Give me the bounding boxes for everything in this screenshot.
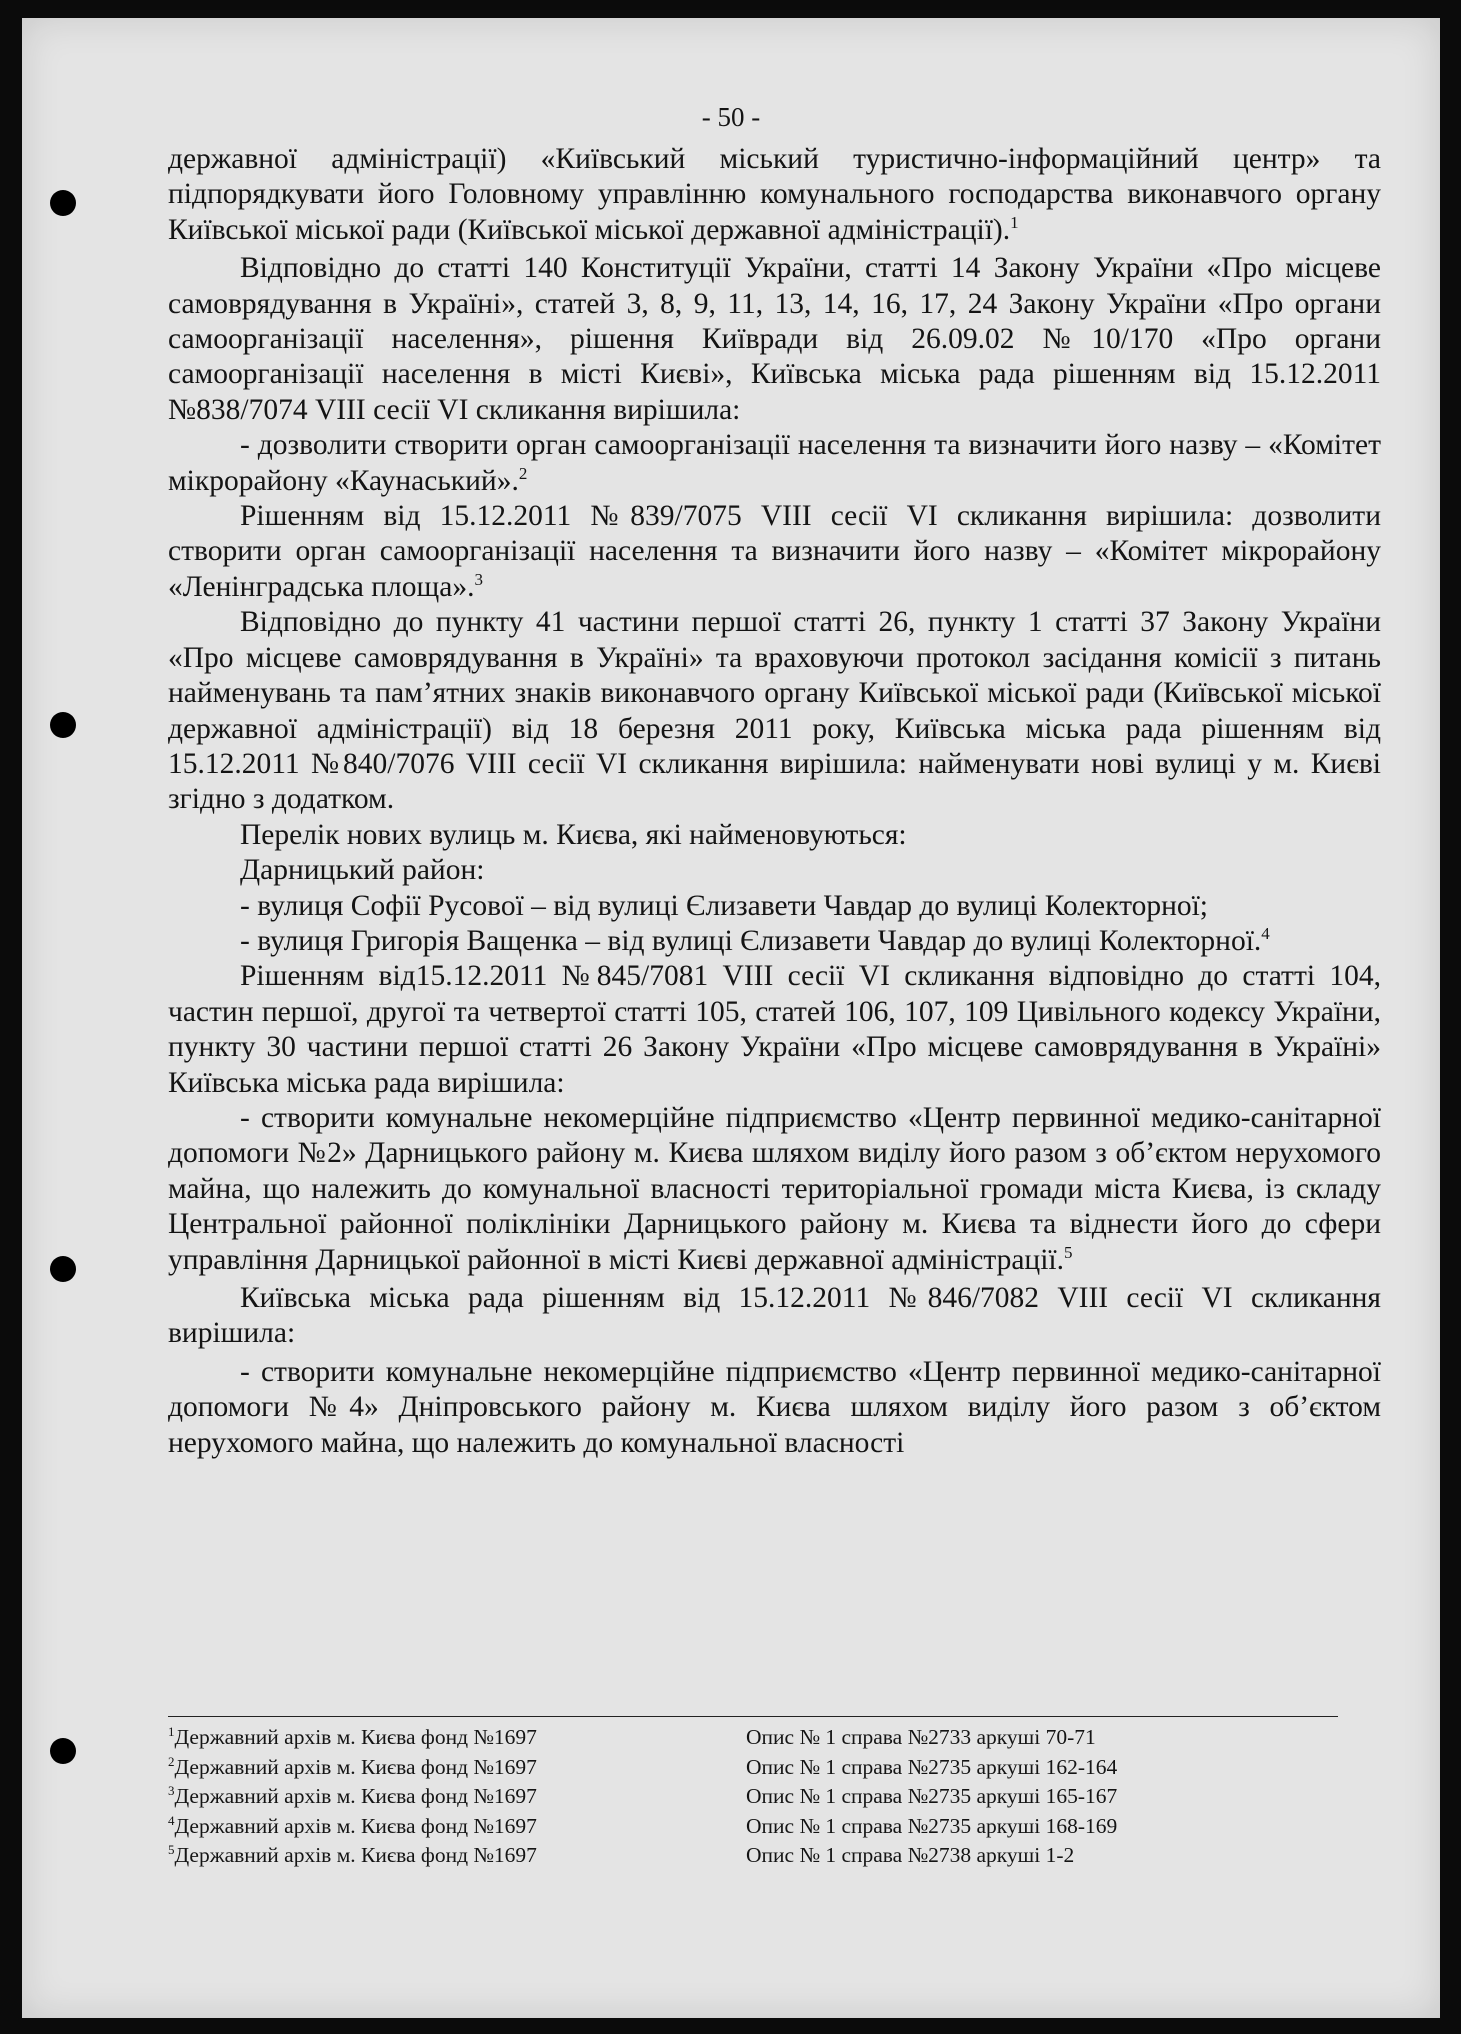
footnote-number: 4: [168, 1812, 175, 1828]
paragraph: Відповідно до пункту 41 частини першої статті 26, пункту 1 статті 37 Закону України «Про місцеве самоврядування в Україні» та враховуючи протокол засідання комісії з питань найменувань та пам’ятних знаків виконавчого органу Київської міської ради (Київської міської державної адміністрації) від 18 березня 2011 року, Київська міська рада рішенням від 15.12.2011 №840/7076 VIII сесії VI скликання вирішила: найменувати нові вулиці у м. Києві згідно з додатком.: [168, 606, 1381, 816]
footnotes: [168, 1716, 1338, 1871]
page-number: - 50 -: [701, 102, 761, 132]
footnote-ref: 1: [1010, 212, 1019, 232]
paragraph: Рішенням від15.12.2011 №845/7081 VIII сесії VI скликання відповідно до статті 104, частин першої, другої та четвертої статті 105, статей 106, 107, 109 Цивільного кодексу України, пункту 30 частини першої статті 26 Закону України «Про місцеве самоврядування в Україні» Київська міська рада вирішила:: [168, 960, 1381, 1099]
footnote-number: 3: [168, 1782, 175, 1798]
footnote-number: 2: [168, 1753, 175, 1769]
punch-hole: [50, 1256, 76, 1282]
footnote: [168, 1723, 1338, 1753]
footnote: [168, 1812, 1338, 1842]
footnote-reference: Опис № 1 справа №2735 аркуші 168-169: [746, 1813, 1118, 1838]
footnote: [168, 1753, 1338, 1783]
footnote-archive: Державний архів м. Києва фонд №1697: [174, 1784, 537, 1808]
footnote-archive: Державний архів м. Києва фонд №1697: [174, 1725, 537, 1749]
footnote-ref: 5: [1063, 1242, 1073, 1262]
paragraph: Перелік нових вулиць м. Києва, які найменовуються:: [240, 818, 907, 851]
footnote-ref: 3: [474, 570, 483, 590]
footnote: [168, 1841, 1338, 1871]
footnote-archive: Державний архів м. Києва фонд №1697: [174, 1843, 537, 1867]
footnote: [168, 1782, 1338, 1812]
paragraph: Рішенням від 15.12.2011 №839/7075 VIII сесії VI скликання вирішила: дозволити створити орган самоорганізації населення та визначити його назву – «Комітет мікрорайону «Ленінградська площа».$^3$: [168, 500, 1381, 603]
paragraph: - створити комунальне некомерційне підприємство «Центр первинної медико-санітарної допомоги №4» Дніпровського району м. Києва шляхом виділу його разом з об’єктом нерухомого майна, що належить до комунальної власності: [168, 1355, 1381, 1459]
paragraph: - створити комунальне некомерційне підприємство «Центр первинної медико-санітарної допомоги №2» Дарницького району м. Києва шляхом виділу його разом з об’єктом нерухомого майна, що належить до комунальної власності територіальної громади міста Києва, із складу Центральної районної поліклініки Дарницького району м. Києва та віднести його до сфери управління Дарницької районної в місті Києві державної адміністрації.$^5$: [168, 1101, 1381, 1276]
paragraph: Відповідно до статті 140 Конституції України, статті 14 Закону України «Про місцеве самоврядування в Україні», статей 3, 8, 9, 11, 13, 14, 16, 17, 24 Закону України «Про органи самоорганізації населення», рішення Київради від 26.09.02 №10/170 «Про органи самоорганізації населення в місті Києві», Київська міська рада рішенням від 15.12.2011 №838/7074 VIII сесії VI скликання вирішила:: [168, 252, 1381, 426]
paragraph: державної адміністрації) «Київський міський туристично-інформаційний центр» та підпорядкувати його Головному управлінню комунального господарства виконавчого органу Київської міської ради (Київської міської державної адміністрації).$^1$: [168, 143, 1381, 246]
footnote-reference: Опис № 1 справа №2738 аркуші 1-2: [746, 1843, 1075, 1867]
footnote-ref: 4: [1261, 924, 1270, 944]
footnote-reference: Опис № 1 справа №2735 аркуші 165-167: [746, 1784, 1118, 1808]
footnote-archive: Державний архів м. Києва фонд №1697: [174, 1813, 537, 1838]
footnote-number: 5: [168, 1841, 175, 1857]
paragraph: Дарницький район:: [240, 854, 485, 887]
footnote-archive: Державний архів м. Києва фонд №1697: [174, 1754, 537, 1779]
footnote-number: 1: [168, 1723, 175, 1739]
street-list-item: - вулиця Григорія Ващенка – від вулиці Єлизавети Чавдар до вулиці Колекторної.$^4$: [240, 924, 1270, 957]
street-list-item: - вулиця Софії Русової – від вулиці Єлизавети Чавдар до вулиці Колекторної;: [240, 889, 1208, 922]
footnote-ref: 2: [518, 463, 528, 483]
punch-hole: [50, 1738, 76, 1764]
punch-hole: [50, 712, 76, 738]
punch-hole: [50, 190, 76, 216]
document-body: [168, 142, 1381, 1461]
paragraph: - дозволити створити орган самоорганізації населення та визначити його назву – «Комітет мікрорайону «Каунаський».$^2$: [168, 429, 1381, 497]
paragraph: Київська міська рада рішенням від 15.12.2011 №846/7082 VIII сесії VI скликання вирішила:: [168, 1282, 1381, 1350]
footnote-reference: Опис № 1 справа №2735 аркуші 162-164: [746, 1754, 1118, 1779]
footnote-reference: Опис № 1 справа №2733 аркуші 70-71: [746, 1725, 1096, 1749]
